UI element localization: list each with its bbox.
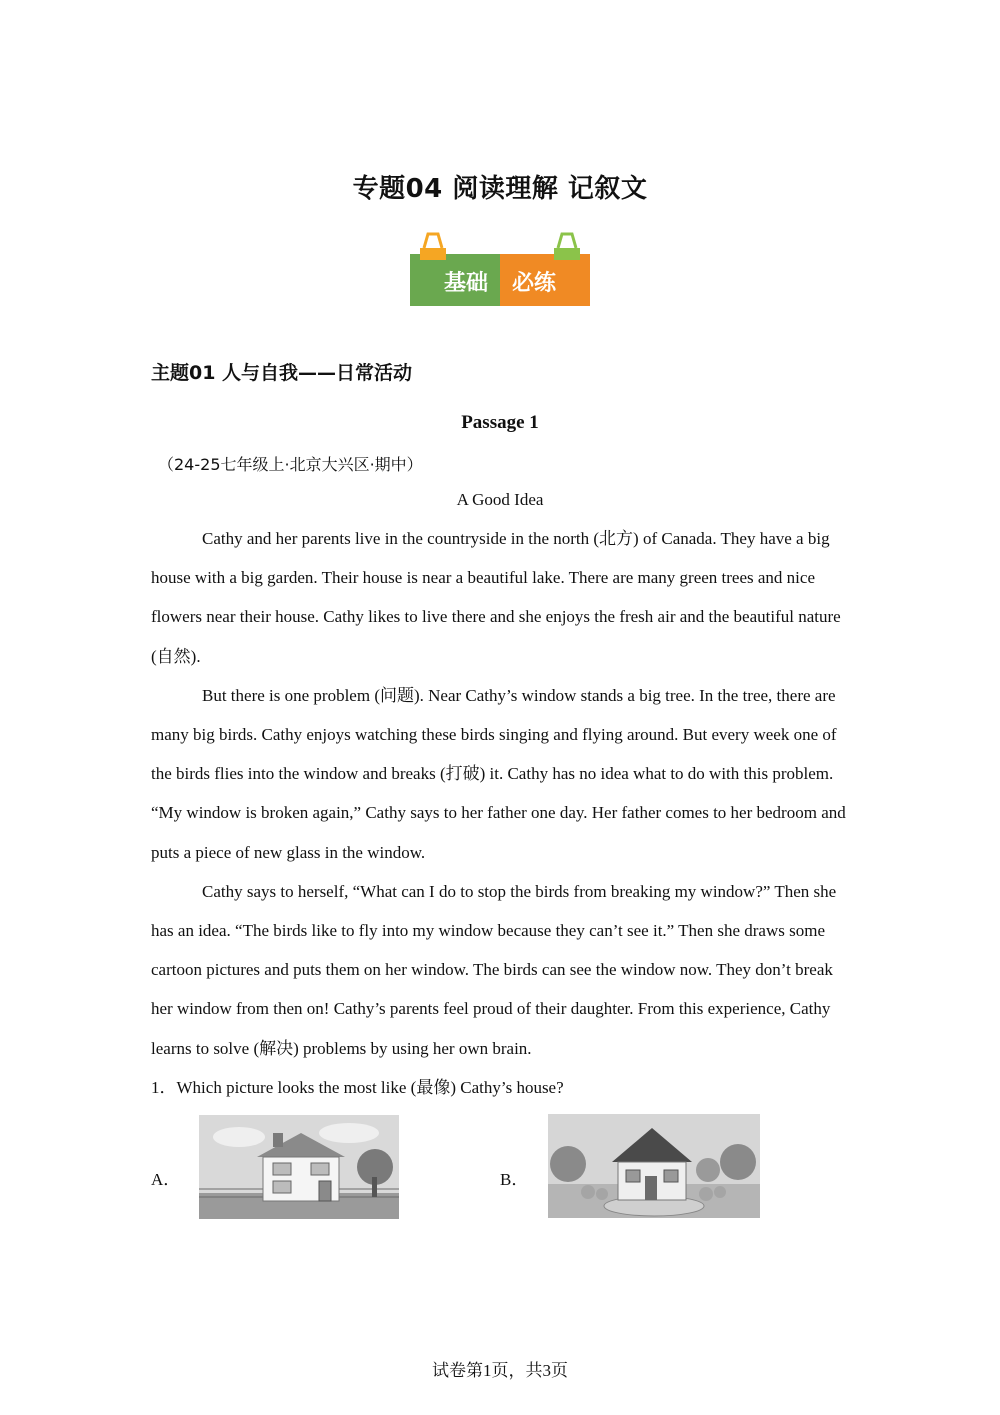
option-b-house-picture[interactable]	[548, 1114, 760, 1218]
passage-heading: Passage 1	[461, 412, 539, 433]
story-title: A Good Idea	[456, 490, 544, 509]
binder-clip-icon-right	[554, 234, 580, 260]
basic-practice-badge	[410, 232, 590, 306]
binder-clip-icon-left	[420, 234, 446, 260]
theme-heading: 主题01 人与自我——日常活动	[151, 362, 413, 384]
question-1: 1．Which picture looks the most like (最像) Cathy’s house?	[151, 1078, 564, 1097]
option-a-house-picture[interactable]	[199, 1115, 399, 1219]
badge-left-text: 基础	[443, 271, 489, 296]
passage-body	[151, 519, 851, 1068]
option-a-label: A．	[151, 1170, 181, 1189]
house-a-icon	[199, 1115, 399, 1219]
page-footer: 试卷第1页，共3页	[432, 1361, 568, 1380]
page-title: 专题04 阅读理解 记叙文	[352, 174, 648, 204]
source-note: （24-25七年级上·北京大兴区·期中）	[158, 455, 423, 474]
paragraph-2: But there is one problem (问题). Near Cathy’s window stands a big tree. In the tree, there are many big birds. Cathy enjoys watching these birds singing and flying around. But every week one of the birds flies into the window and breaks (打破) it. Cathy has no idea what to do with this problem. “My window is broken again,” Cathy says to her father one day. Her father comes to her bedroom and puts a piece of new glass in the window.	[151, 685, 846, 862]
paragraph-3: Cathy says to herself, “What can I do to stop the birds from breaking my window?” Then she has an idea. “The birds like to fly into my window because they can’t see it.” Then she draws some cartoon pictures and puts them on her window. The birds can see the window now. They don’t break her window from then on! Cathy’s parents feel proud of their daughter. From this experience, Cathy learns to solve (解决) problems by using her own brain.	[151, 881, 837, 1058]
paragraph-1: Cathy and her parents live in the countryside in the north (北方) of Canada. They have a big house with a big garden. Their house is near a beautiful lake. There are many green trees and nice flowers near their house. Cathy likes to live there and she enjoys the fresh air and the beautiful nature (自然).	[151, 529, 841, 666]
house-b-icon	[548, 1114, 760, 1218]
badge-right-text: 必练	[511, 271, 557, 296]
option-b-label: B．	[500, 1170, 529, 1189]
badge-graphic	[410, 232, 590, 306]
